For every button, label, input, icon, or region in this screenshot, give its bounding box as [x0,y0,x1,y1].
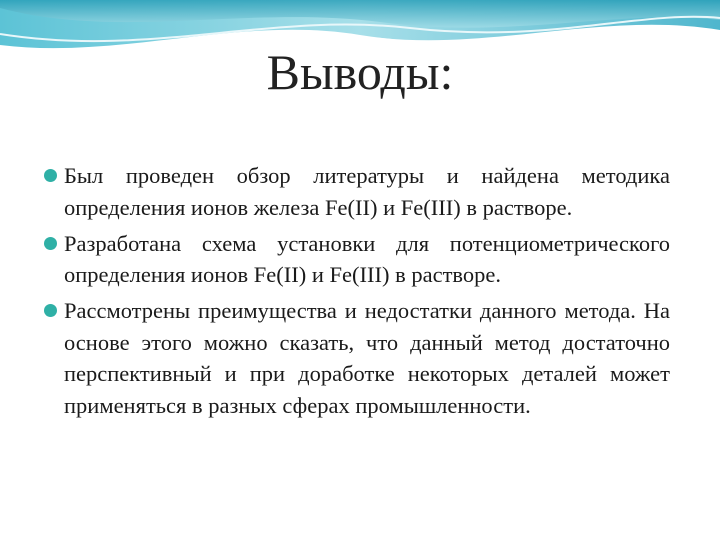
bullet-text: Разработана схема установки для потенциометрического определения ионов Fe(II) и Fe(III) в растворе. [64,230,670,287]
bullet-dot-icon [44,304,57,317]
bullet-list [0,160,720,426]
bullet-text: Рассмотрены преимущества и недостатки данного метода. На основе этого можно сказать, что данный метод достаточно перспективный и при доработке некоторых деталей может применяться в разных сферах промышленности. [64,298,670,418]
slide-title: Выводы: [266,44,454,100]
bullet-dot-icon [44,169,57,182]
bullet-item [64,160,670,223]
bullet-dot-icon [44,237,57,250]
bullet-item [64,295,670,421]
bullet-text: Был проведен обзор литературы и найдена методика определения ионов железа Fe(II) и Fe(III) в растворе. [64,163,670,220]
bullet-item [64,228,670,291]
